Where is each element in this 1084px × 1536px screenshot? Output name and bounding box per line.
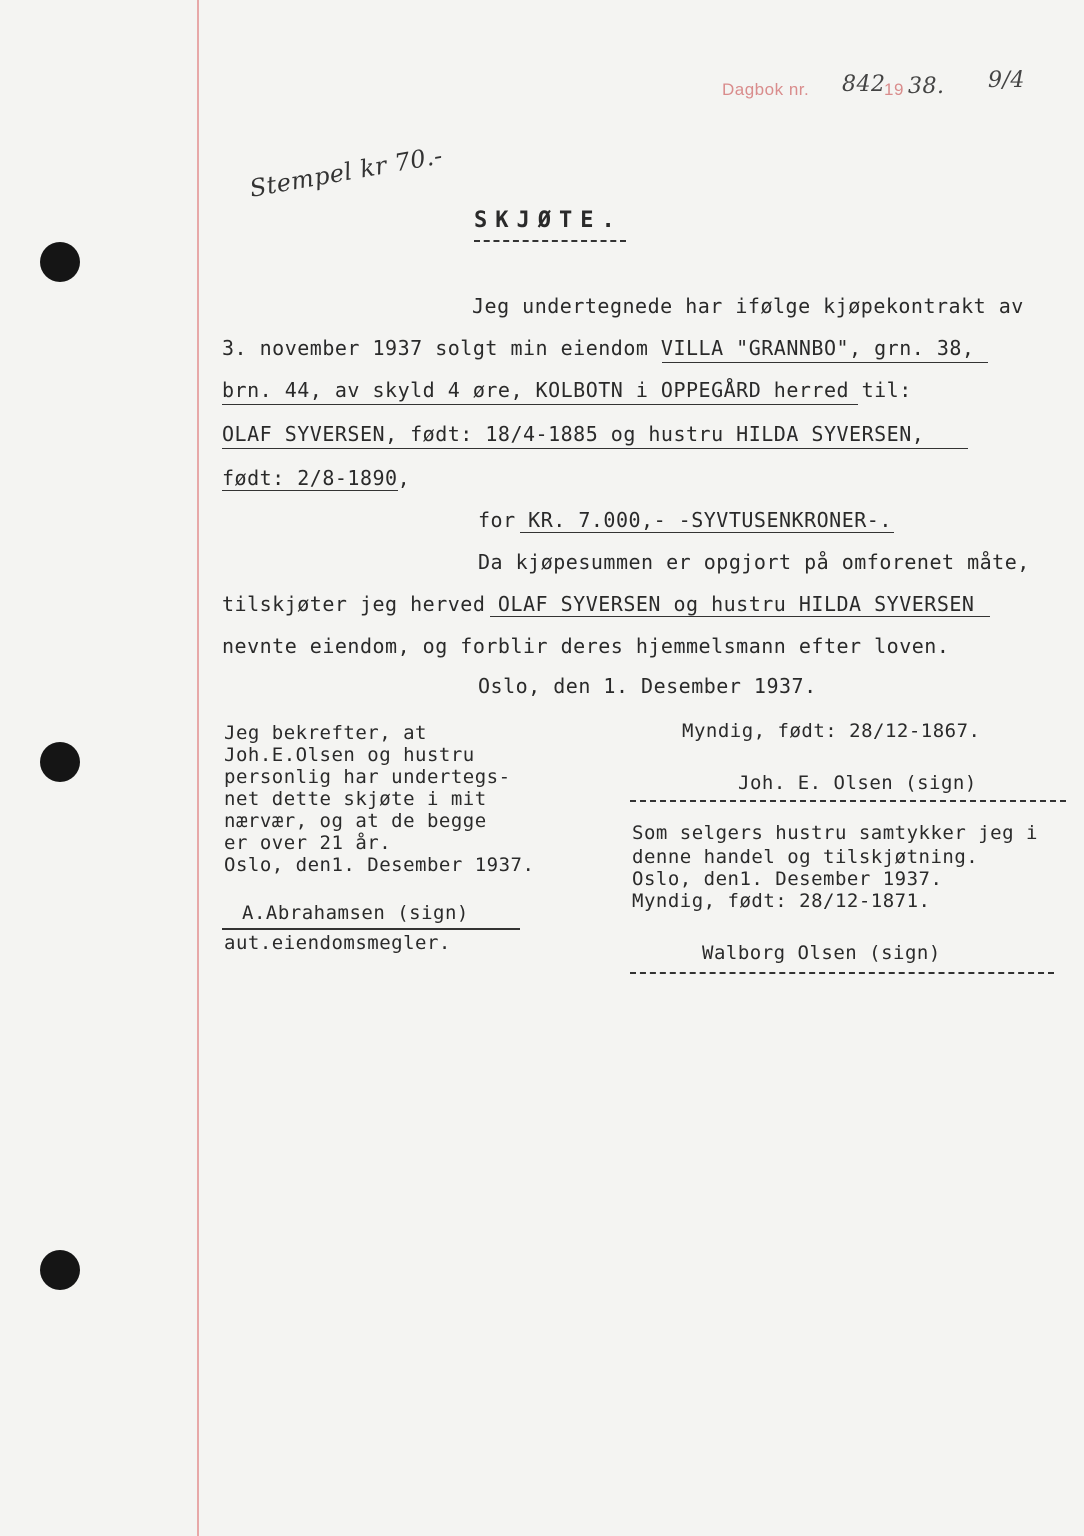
wife-signature-line <box>630 972 1054 974</box>
document-title: SKJØTE. <box>474 208 623 233</box>
body-line-8: tilskjøter jeg herved OLAF SYVERSEN og hustru HILDA SYVERSEN <box>222 592 975 616</box>
body-line-5: født: 2/8-1890, <box>222 466 411 490</box>
witness-line-6: er over 21 år. <box>224 832 392 854</box>
underline-location <box>222 404 858 405</box>
consent-line-3: Oslo, den1. Desember 1937. <box>632 868 943 890</box>
body-line-9: nevnte eiendom, og forblir deres hjemmelsmann efter loven. <box>222 634 950 658</box>
witness-line-5: nærvær, og at de begge <box>224 810 487 832</box>
witness-signature: A.Abrahamsen (sign) <box>242 902 469 924</box>
body-line-7: Da kjøpesummen er opgjort på omforenet måte, <box>478 550 1030 574</box>
seller-birth: Myndig, født: 28/12-1867. <box>682 720 981 742</box>
body-line-10: Oslo, den 1. Desember 1937. <box>478 674 817 698</box>
underline-birthdate <box>222 490 398 491</box>
witness-signature-line <box>222 928 520 930</box>
witness-line-3: personlig har undertegs- <box>224 766 511 788</box>
punch-hole-top <box>40 242 80 282</box>
witness-line-1: Jeg bekrefter, at <box>224 722 427 744</box>
body-line-2: 3. november 1937 solgt min eiendom VILLA "GRANNBO", grn. 38, <box>222 336 975 360</box>
title-underline <box>474 240 626 242</box>
punch-hole-bottom <box>40 1250 80 1290</box>
consent-line-4: Myndig, født: 28/12-1871. <box>632 890 931 912</box>
body-line-3: brn. 44, av skyld 4 øre, KOLBOTN i OPPEGÅRD herred til: <box>222 378 912 402</box>
witness-line-7: Oslo, den1. Desember 1937. <box>224 854 535 876</box>
seller-signature-line <box>630 800 1066 802</box>
dagbok-stamp-label: Dagbok nr. <box>722 80 810 99</box>
body-line-6: for KR. 7.000,- -SYVTUSENKRONER-. <box>478 508 892 532</box>
body-line-4: OLAF SYVERSEN, født: 18/4-1885 og hustru HILDA SYVERSEN, <box>222 422 925 446</box>
handwritten-stamp-fee: Stempel kr 70.- <box>247 141 445 203</box>
seller-signature: Joh. E. Olsen (sign) <box>738 772 977 794</box>
consent-line-1: Som selgers hustru samtykker jeg i <box>632 822 1038 844</box>
underline-property <box>662 362 988 363</box>
underline-price <box>520 532 894 533</box>
body-line-1: Jeg undertegnede har ifølge kjøpekontrakt av <box>472 294 1024 318</box>
dagbok-number: 842 <box>842 72 886 97</box>
punch-hole-middle <box>40 742 80 782</box>
dagbok-year-prefix: 19 <box>884 80 904 99</box>
wife-signature: Walborg Olsen (sign) <box>702 942 941 964</box>
witness-line-4: net dette skjøte i mit <box>224 788 487 810</box>
underline-buyers <box>222 448 968 449</box>
dagbok-date-note: 9/4 <box>988 68 1025 93</box>
margin-line <box>197 0 199 1536</box>
witness-line-2: Joh.E.Olsen og hustru <box>224 744 475 766</box>
consent-line-2: denne handel og tilskjøtning. <box>632 846 979 868</box>
dagbok-year-suffix: 38. <box>908 74 945 99</box>
witness-role: aut.eiendomsmegler. <box>224 932 451 954</box>
underline-transferees <box>490 616 990 617</box>
